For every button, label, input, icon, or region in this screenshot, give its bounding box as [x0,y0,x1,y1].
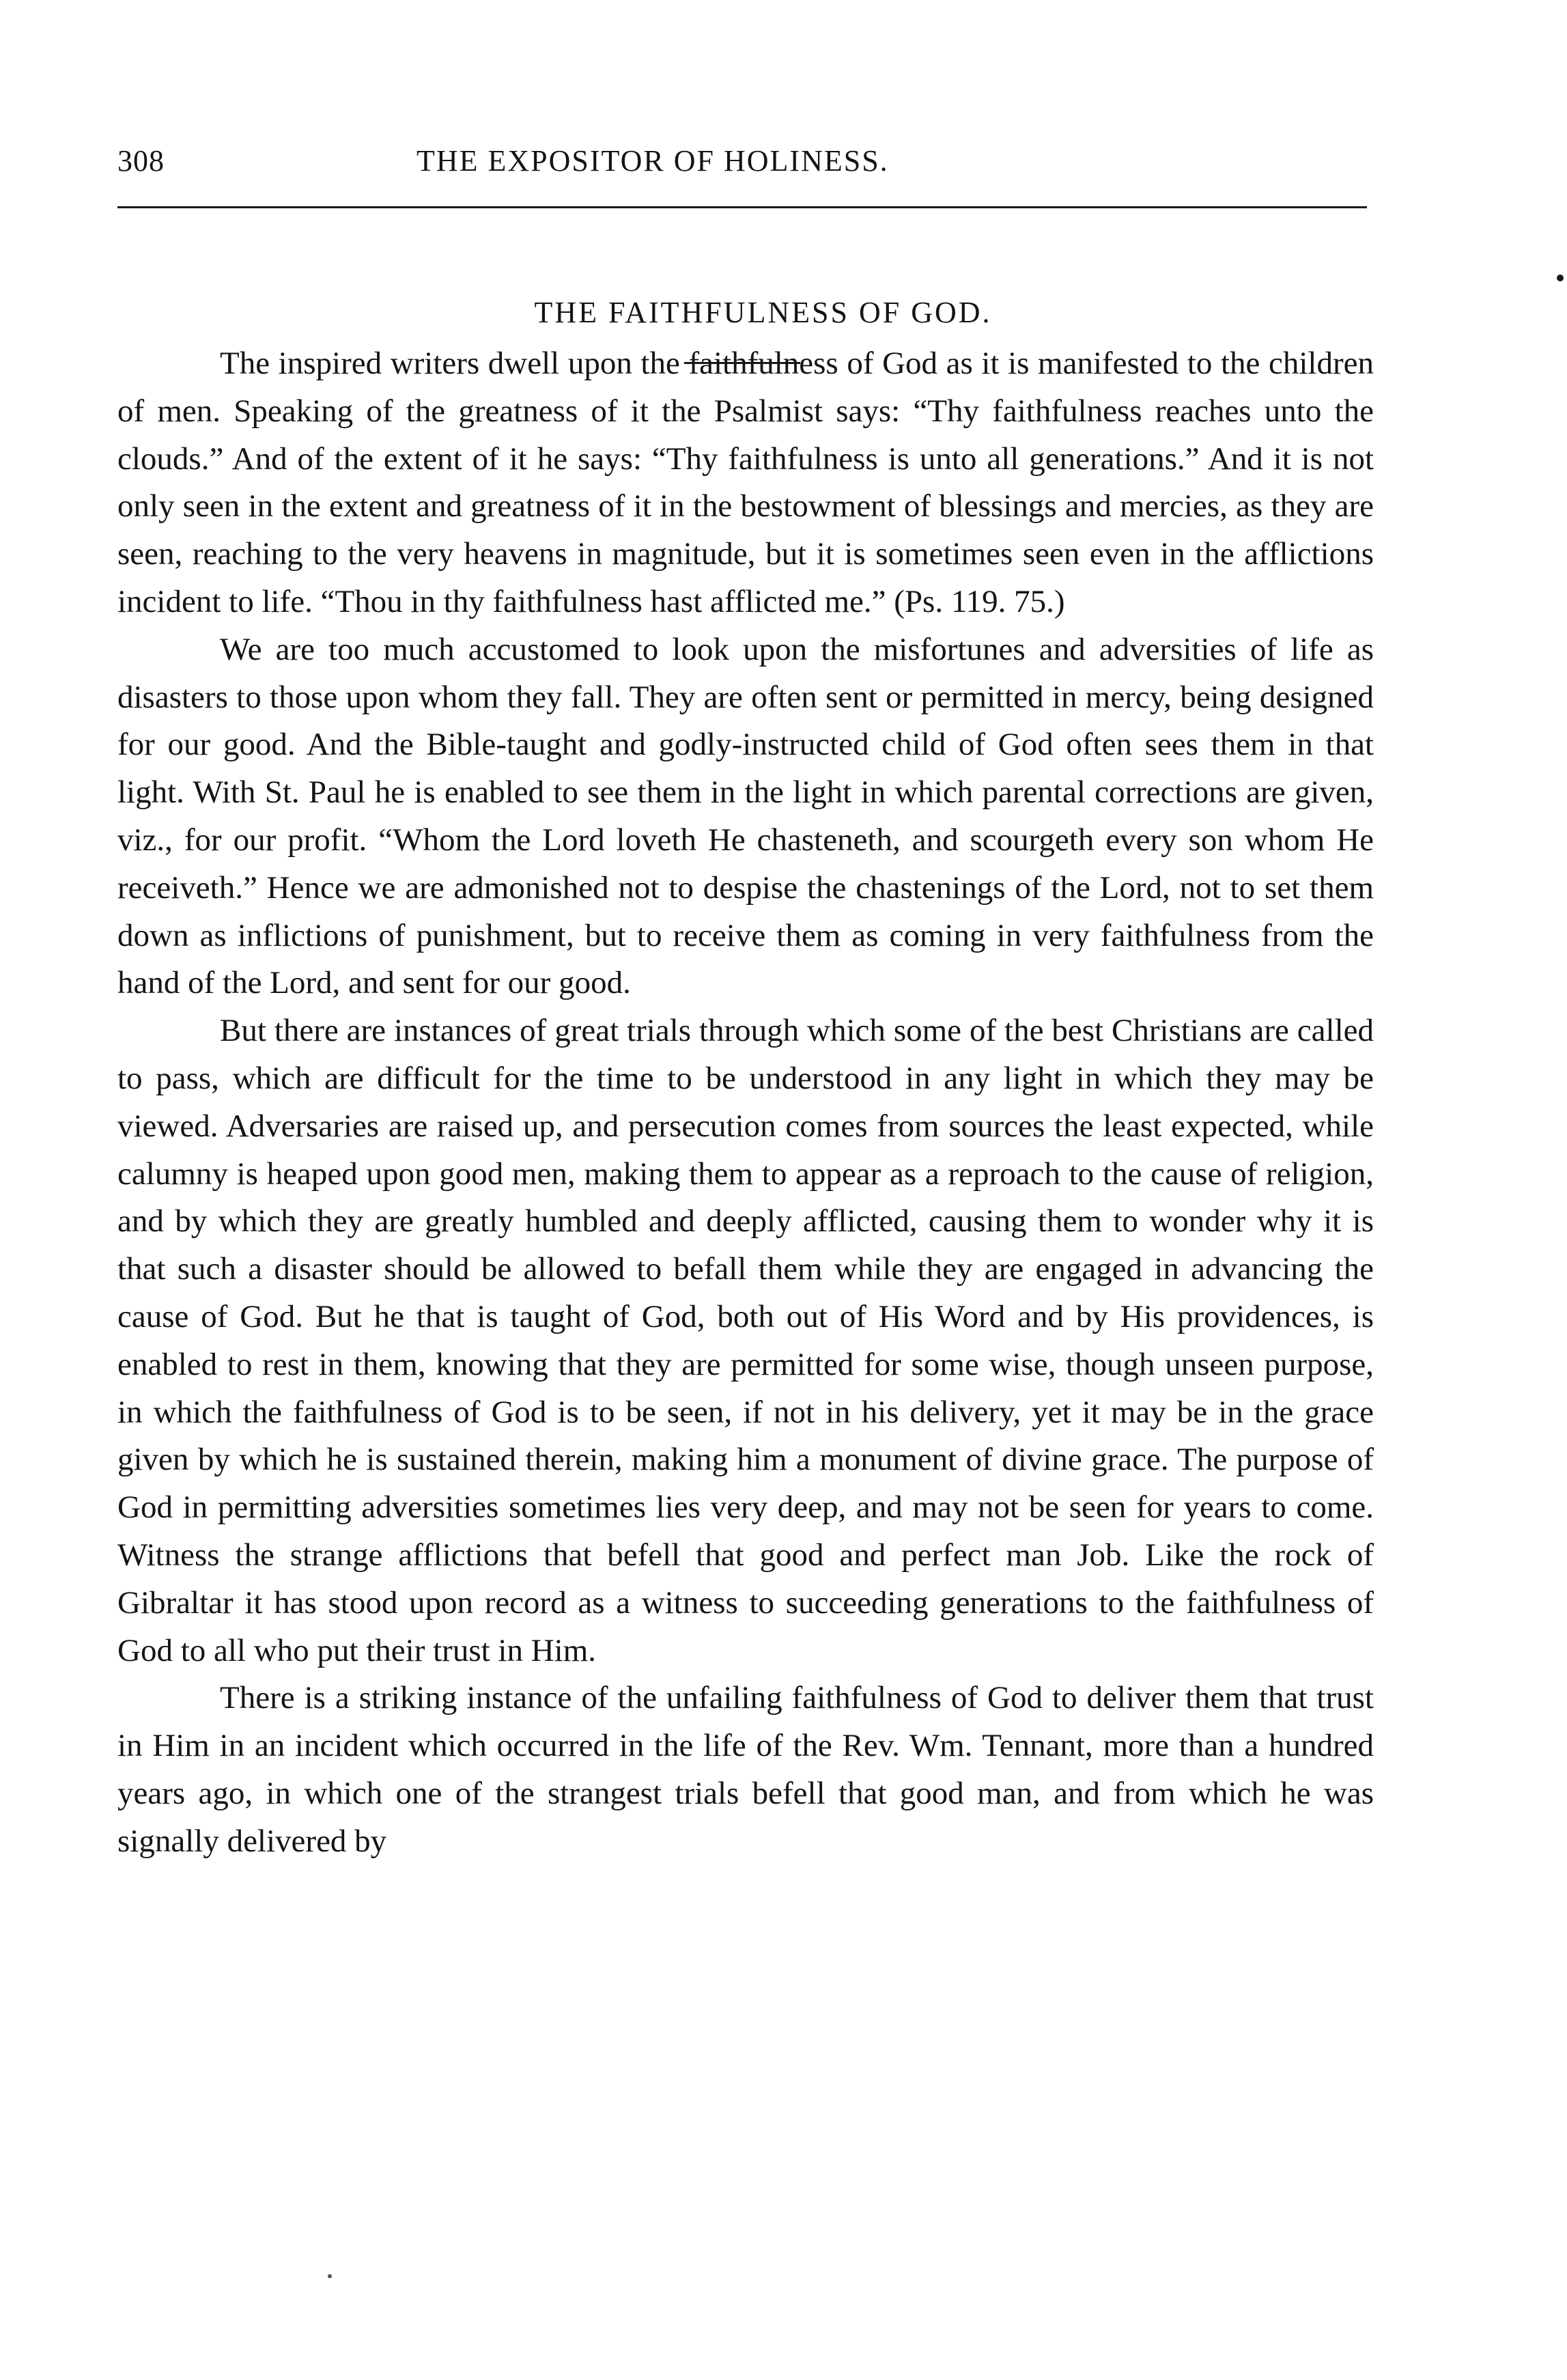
paragraph-4: There is a striking instance of the unfailing faithfulness of God to deliver them that trust in Him in an incident which occurred in the life of the Rev. Wm. Tennant, more than a hundred years ago, in which one of the strangest trials befell that good man, and from which he was signally delivered by [117,1680,1374,1859]
paragraph-3: But there are instances of great trials through which some of the best Christians are called to pass, which are difficult for the time to be understood in any light in which they may be viewed. Adversaries are raised up, and persecution comes from sources the least expected, while calumny is heaped upon good men, making them to appear as a reproach to the cause of religion, and by which they are greatly humbled and deeply afflicted, causing them to wonder why it is that such a disaster should be allowed to befall them while they are engaged in advancing the cause of God. But he that is taught of God, both out of His Word and by His providences, is enabled to rest in them, knowing that they are permitted for some wise, though unseen purpose, in which the faithfulness of God is to be seen, if not in his delivery, yet it may be in the grace given by which he is sustained therein, making him a monument of divine grace. The purpose of God in permitting adversities sometimes lies very deep, and may not be seen for years to come. Witness the strange afflictions that befell that good and perfect man Job. Like the rock of Gibraltar it has stood upon record as a witness to succeeding generations to the faithfulness of God to all who put their trust in Him. [117,1013,1374,1668]
margin-speck [1557,275,1564,281]
article-title: THE FAITHFULNESS OF GOD. [534,296,992,329]
bottom-speck [328,2274,332,2278]
paragraph-1: The inspired writers dwell upon the faithfulness of God as it is manifested to the children of men. Speaking of the greatness of it the Psalmist says: “Thy faithfulness reaches unto the clouds.” And of the extent of it he says: “Thy faithfulness is unto all generations.” And it is not only seen in the extent and greatness of it in the bestowment of blessings and mercies, as they are seen, reaching to the very heavens in magnitude, but it is sometimes seen even in the afflictions incident to life. “Thou in thy faithfulness hast afflicted me.” (Ps. 119. 75.) [117,346,1374,619]
running-head: THE EXPOSITOR OF HOLINESS. [417,144,889,178]
page-number: 308 [117,144,165,178]
paragraph-2: We are too much accustomed to look upon the misfortunes and adversities of life as disasters to those upon whom they fall. They are often sent or permitted in mercy, being designed for our good. And the Bible-taught and godly-instructed child of God often sees them in that light. With St. Paul he is enabled to see them in the light in which parental corrections are given, viz., for our profit. “Whom the Lord loveth He chasteneth, and scourgeth every son whom He receiveth.” Hence we are admonished not to despise the chastenings of the Lord, not to set them down as inflictions of punishment, but to receive them as coming in very faithfulness from the hand of the Lord, and sent for our good. [117,631,1374,1001]
article-body [117,340,1374,1866]
header-rule [117,206,1367,208]
